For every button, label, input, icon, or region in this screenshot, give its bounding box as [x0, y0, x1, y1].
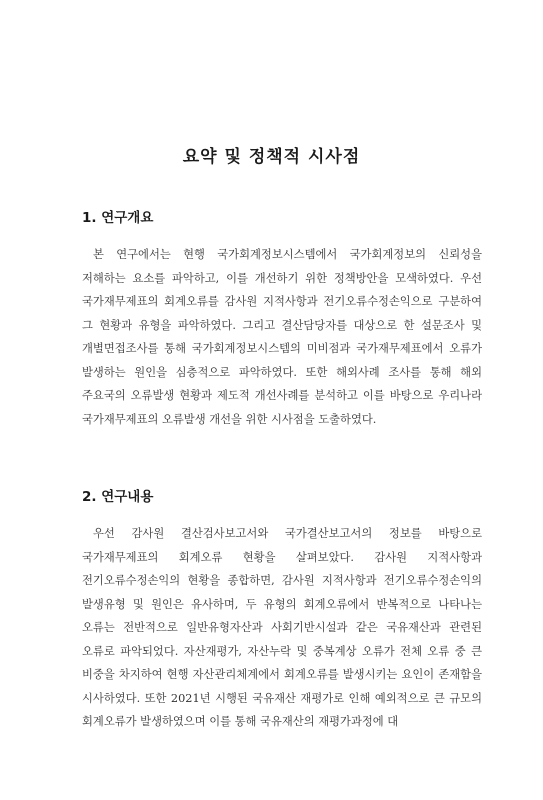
- section-body: 본 연구에서는 현행 국가회계정보시스템에서 국가회계정보의 신뢰성을 저해하는 요소를 파악하고, 이를 개선하기 위한 정책방안을 모색하였다. 우선 국가재무제표의 회계오류를 감사원 지적사항과 전기오류수정손익으로 구분하여 그 현황과 유형을 파악하였다. 그리고 결산담당자를 대상으로 한 설문조사 및 개별면접조사를 통해 국가회계정보시스템의 미비점과 국가재무제표에서 오류가 발생하는 원인을 심층적으로 파악하였다. 또한 해외사례 조사를 통해 해외 주요국의 오류발생 현황과 제도적 개선사례를 분석하고 이를 바탕으로 우리나라 국가재무제표의 오류발생 개선을 위한 시사점을 도출하였다.: [82, 248, 482, 426]
- section-body: 우선 감사원 결산검사보고서와 국가결산보고서의 정보를 바탕으로 국가재무제표의 회계오류 현황을 살펴보았다. 감사원 지적사항과 전기오류수정손익의 현황을 종합하면, 감사원 지적사항과 전기오류수정손익의 발생유형 및 원인은 유사하며, 두 유형의 회계오류에서 반복적으로 나타나는 오류는 전반적으로 일반유형자산과 사회기반시설과 같은 국유재산과 관련된 오류로 파악되었다. 자산재평가, 자산누락 및 중복계상 오류가 전체 오류 중 큰 비중을 차지하여 현행 자산관리체계에서 회계오류를 발생시키는 요인이 존재함을 시사하였다. 또한 2021년 시행된 국유재산 재평가로 인해 예외적으로 큰 규모의 회계오류가 발생하였으며 이를 통해 국유재산의 재평가과정에 대: [82, 527, 482, 728]
- section-research-overview: [82, 208, 482, 431]
- page-title: 요약 및 정책적 시사점: [182, 147, 361, 167]
- section-heading: 1. 연구개요: [82, 210, 154, 226]
- section-heading: 2. 연구내용: [82, 489, 154, 505]
- section-research-content: [82, 487, 482, 734]
